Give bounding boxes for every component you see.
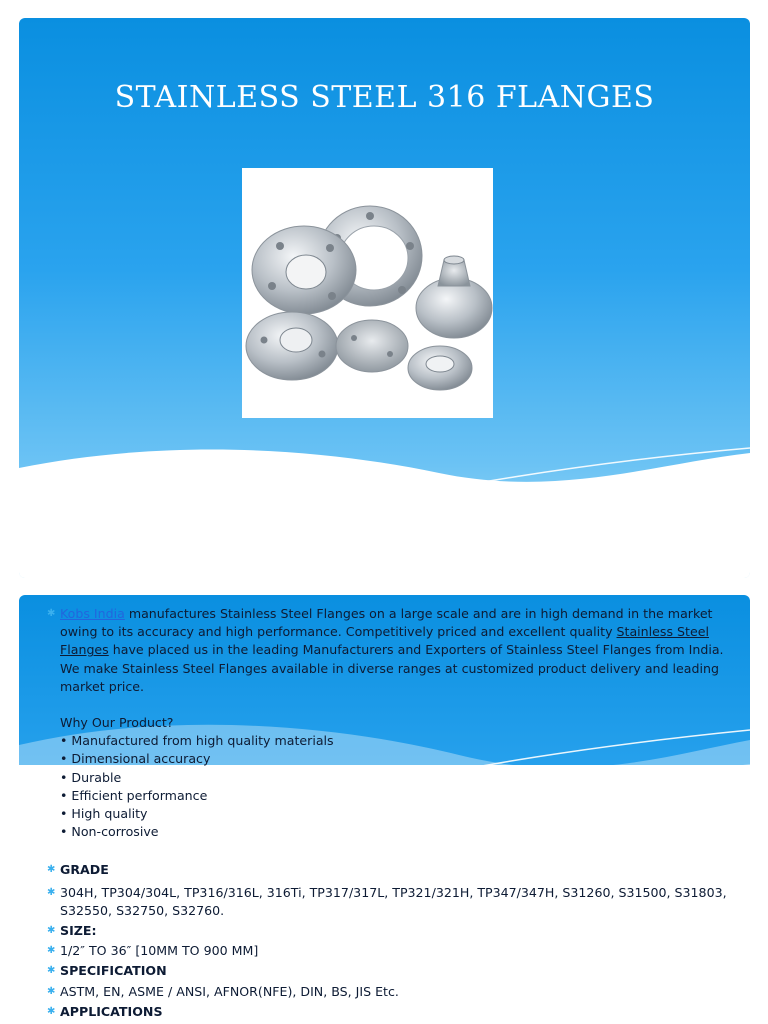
why-item: • High quality bbox=[60, 806, 148, 822]
list-item-specification: ✱ SPECIFICATION bbox=[47, 962, 737, 980]
stainless-flanges-link[interactable]: Stainless Steel Flanges bbox=[60, 624, 709, 658]
bullet-icon: ✱ bbox=[47, 925, 56, 937]
intro-paragraph bbox=[47, 605, 737, 696]
slide-content bbox=[19, 595, 750, 1024]
why-item: • Manufactured from high quality materials bbox=[60, 733, 334, 749]
list-item-size: ✱ SIZE: bbox=[47, 922, 737, 940]
bullet-icon: ✱ bbox=[47, 886, 56, 898]
list-item-applications: ✱ APPLICATIONS bbox=[47, 1003, 737, 1021]
bullet-icon: ✱ bbox=[47, 864, 56, 876]
bullet-icon: ✱ bbox=[47, 965, 56, 977]
bullet-icon: ✱ bbox=[47, 985, 56, 997]
content-body bbox=[47, 605, 737, 1021]
why-item: • Dimensional accuracy bbox=[60, 751, 211, 767]
why-list bbox=[47, 732, 737, 841]
kobs-india-link[interactable]: Kobs India bbox=[60, 606, 125, 621]
list-item-grade: ✱ GRADE bbox=[47, 861, 737, 879]
list-item-standards: ✱ ASTM, EN, ASME / ANSI, AFNOR(NFE), DIN, BS, JIS Etc. bbox=[47, 983, 737, 1001]
slide-title-text: STAINLESS STEEL 316 FLANGES bbox=[114, 80, 655, 115]
wave-decoration bbox=[19, 428, 750, 578]
why-item: • Durable bbox=[60, 769, 122, 785]
bullet-icon: ✱ bbox=[47, 945, 56, 957]
list-item-size-range: ✱ 1/2″ TO 36″ [10MM TO 900 MM] bbox=[47, 942, 737, 960]
intro-text-2: have placed us in the leading Manufacturers and Exporters of Stainless Steel Flanges from India. We make Stainless Steel Flanges available in diverse ranges at customized product delivery and leading market price. bbox=[60, 642, 724, 694]
why-heading: Why Our Product? bbox=[60, 715, 174, 731]
bullet-icon: ✱ bbox=[47, 608, 56, 619]
intro-text-1: manufactures Stainless Steel Flanges on a large scale and are in high demand in the market owing to its accuracy and high performance. Competitively priced and excellent quality bbox=[60, 606, 713, 640]
slide-title bbox=[19, 18, 750, 578]
flanges-image bbox=[242, 168, 493, 418]
list-item-grades: ✱ 304H, TP304/304L, TP316/316L, 316Ti, TP317/317L, TP321/321H, TP347/347H, S31260, S31500, S31803, S32550, S32750, S32760. bbox=[47, 884, 727, 918]
bullet-icon: ✱ bbox=[47, 1005, 56, 1017]
why-item: • Efficient performance bbox=[60, 787, 208, 803]
why-item: • Non-corrosive bbox=[60, 824, 159, 840]
